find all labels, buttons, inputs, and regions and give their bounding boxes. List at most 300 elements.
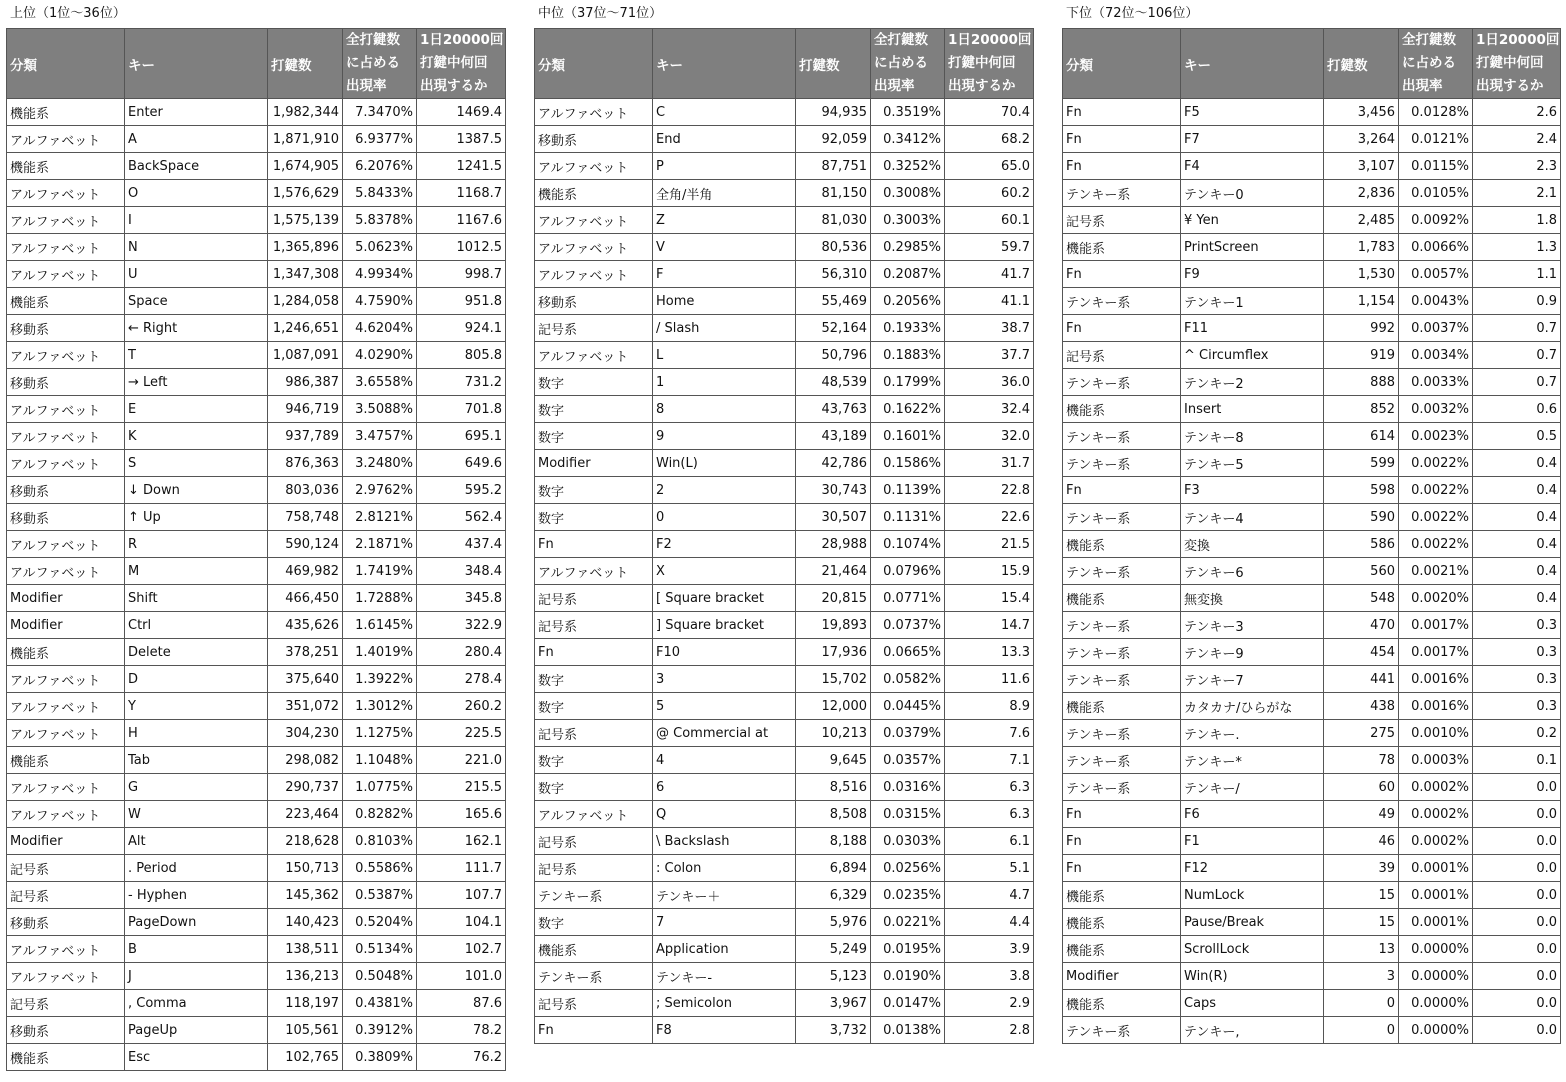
cell-ratio: 0.0033% — [1399, 369, 1473, 396]
header-ratio-line3: 出現率 — [874, 78, 915, 94]
cell-key: F3 — [1181, 477, 1324, 504]
cell-count: 56,310 — [796, 261, 871, 288]
cell-key: P — [653, 153, 796, 180]
cell-category: テンキー系 — [1063, 558, 1181, 585]
cell-count: 441 — [1324, 666, 1399, 693]
table-row — [1063, 558, 1561, 585]
cell-ratio: 0.1622% — [871, 396, 945, 423]
cell-key: U — [125, 261, 268, 288]
cell-count: 1,246,651 — [268, 315, 343, 342]
cell-key: テンキー1 — [1181, 288, 1324, 315]
cell-perday: 0.0 — [1473, 936, 1561, 963]
cell-perday: 111.7 — [417, 855, 506, 882]
cell-perday: 2.9 — [945, 990, 1034, 1017]
cell-key: \ Backslash — [653, 828, 796, 855]
cell-perday: 22.8 — [945, 477, 1034, 504]
cell-key: 6 — [653, 774, 796, 801]
cell-key: Win(R) — [1181, 963, 1324, 990]
table-row — [535, 288, 1034, 315]
cell-count: 19,893 — [796, 612, 871, 639]
cell-count: 223,464 — [268, 801, 343, 828]
table-row — [7, 342, 506, 369]
cell-key: テンキー* — [1181, 747, 1324, 774]
cell-ratio: 0.0022% — [1399, 477, 1473, 504]
cell-key: 1 — [653, 369, 796, 396]
cell-ratio: 1.4019% — [343, 639, 417, 666]
cell-ratio: 0.0017% — [1399, 612, 1473, 639]
cell-category: Fn — [1063, 477, 1181, 504]
cell-ratio: 0.3008% — [871, 180, 945, 207]
cell-ratio: 1.3012% — [343, 693, 417, 720]
cell-count: 1,365,896 — [268, 234, 343, 261]
cell-count: 0 — [1324, 990, 1399, 1017]
cell-key: G — [125, 774, 268, 801]
cell-category: 機能系 — [1063, 531, 1181, 558]
cell-key: B — [125, 936, 268, 963]
cell-perday: 38.7 — [945, 315, 1034, 342]
cell-ratio: 4.9934% — [343, 261, 417, 288]
cell-count: 438 — [1324, 693, 1399, 720]
cell-key: Z — [653, 207, 796, 234]
cell-perday: 562.4 — [417, 504, 506, 531]
cell-perday: 0.0 — [1473, 828, 1561, 855]
cell-count: 454 — [1324, 639, 1399, 666]
cell-category: Fn — [1063, 315, 1181, 342]
cell-category: 移動系 — [7, 369, 125, 396]
table-row — [7, 639, 506, 666]
cell-ratio: 0.0256% — [871, 855, 945, 882]
header-perday-line2: 打鍵中何回 — [420, 55, 488, 71]
cell-perday: 6.3 — [945, 801, 1034, 828]
header-ratio — [1399, 29, 1473, 99]
cell-count: 1,530 — [1324, 261, 1399, 288]
cell-key: テンキー6 — [1181, 558, 1324, 585]
cell-ratio: 4.6204% — [343, 315, 417, 342]
cell-count: 15,702 — [796, 666, 871, 693]
cell-perday: 11.6 — [945, 666, 1034, 693]
cell-perday: 78.2 — [417, 1017, 506, 1044]
cell-count: 5,976 — [796, 909, 871, 936]
cell-category: Fn — [1063, 855, 1181, 882]
cell-category: 数字 — [535, 909, 653, 936]
cell-category: テンキー系 — [1063, 720, 1181, 747]
table-row — [535, 666, 1034, 693]
cell-category: 記号系 — [535, 990, 653, 1017]
header-ratio — [343, 29, 417, 99]
cell-perday: 0.0 — [1473, 801, 1561, 828]
cell-count: 919 — [1324, 342, 1399, 369]
header-perday — [417, 29, 506, 99]
panel-title: 上位（1位～36位） — [10, 6, 126, 21]
table-row — [1063, 774, 1561, 801]
cell-category: 数字 — [535, 369, 653, 396]
cell-count: 888 — [1324, 369, 1399, 396]
cell-perday: 1.3 — [1473, 234, 1561, 261]
cell-category: 数字 — [535, 423, 653, 450]
cell-perday: 1012.5 — [417, 234, 506, 261]
table-row — [1063, 855, 1561, 882]
cell-perday: 278.4 — [417, 666, 506, 693]
cell-perday: 595.2 — [417, 477, 506, 504]
cell-count: 3,456 — [1324, 99, 1399, 126]
table-row — [535, 855, 1034, 882]
cell-key: テンキー2 — [1181, 369, 1324, 396]
cell-perday: 165.6 — [417, 801, 506, 828]
cell-category: テンキー系 — [535, 882, 653, 909]
cell-category: アルファベット — [535, 99, 653, 126]
header-row — [1063, 29, 1561, 99]
cell-ratio: 0.2087% — [871, 261, 945, 288]
cell-count: 435,626 — [268, 612, 343, 639]
cell-count: 81,030 — [796, 207, 871, 234]
table-row — [535, 558, 1034, 585]
cell-key: E — [125, 396, 268, 423]
cell-count: 3 — [1324, 963, 1399, 990]
panel-bottom — [1062, 0, 1561, 1044]
header-ratio-line1: 全打鍵数 — [346, 32, 400, 48]
cell-category: Fn — [535, 531, 653, 558]
cell-key: ] Square bracket — [653, 612, 796, 639]
cell-category: アルファベット — [535, 207, 653, 234]
header-count: 打鍵数 — [796, 29, 871, 99]
cell-category: 機能系 — [1063, 234, 1181, 261]
cell-category: テンキー系 — [1063, 774, 1181, 801]
cell-perday: 951.8 — [417, 288, 506, 315]
cell-category: 移動系 — [7, 1017, 125, 1044]
cell-category: 数字 — [535, 693, 653, 720]
cell-perday: 7.6 — [945, 720, 1034, 747]
table-row — [7, 936, 506, 963]
cell-key: 全角/半角 — [653, 180, 796, 207]
table-row — [7, 1017, 506, 1044]
table-row — [1063, 423, 1561, 450]
cell-key: F10 — [653, 639, 796, 666]
cell-category: 記号系 — [535, 720, 653, 747]
table-row — [1063, 585, 1561, 612]
cell-key: PageDown — [125, 909, 268, 936]
header-ratio-line2: に占める — [1402, 55, 1456, 71]
cell-perday: 0.9 — [1473, 288, 1561, 315]
cell-key: F6 — [1181, 801, 1324, 828]
cell-ratio: 0.0315% — [871, 801, 945, 828]
table-row — [535, 126, 1034, 153]
cell-ratio: 0.3809% — [343, 1044, 417, 1071]
cell-ratio: 0.3519% — [871, 99, 945, 126]
cell-category: Fn — [1063, 126, 1181, 153]
table-row — [7, 585, 506, 612]
cell-ratio: 3.6558% — [343, 369, 417, 396]
cell-category: テンキー系 — [1063, 450, 1181, 477]
cell-category: テンキー系 — [535, 963, 653, 990]
cell-perday: 437.4 — [417, 531, 506, 558]
cell-category: Modifier — [7, 585, 125, 612]
cell-ratio: 5.0623% — [343, 234, 417, 261]
table-row — [535, 315, 1034, 342]
cell-count: 140,423 — [268, 909, 343, 936]
table-row — [7, 450, 506, 477]
cell-perday: 162.1 — [417, 828, 506, 855]
cell-category: 記号系 — [7, 882, 125, 909]
cell-count: 946,719 — [268, 396, 343, 423]
table-row — [535, 882, 1034, 909]
cell-key: X — [653, 558, 796, 585]
cell-perday: 0.0 — [1473, 963, 1561, 990]
cell-count: 6,894 — [796, 855, 871, 882]
cell-key: F9 — [1181, 261, 1324, 288]
cell-count: 5,249 — [796, 936, 871, 963]
table-row — [1063, 477, 1561, 504]
cell-category: 移動系 — [7, 909, 125, 936]
table-row — [7, 531, 506, 558]
cell-count: 80,536 — [796, 234, 871, 261]
cell-count: 150,713 — [268, 855, 343, 882]
header-ratio-line3: 出現率 — [346, 78, 387, 94]
cell-category: 記号系 — [7, 855, 125, 882]
cell-count: 1,154 — [1324, 288, 1399, 315]
cell-ratio: 0.0022% — [1399, 450, 1473, 477]
cell-count: 1,674,905 — [268, 153, 343, 180]
cell-category: アルファベット — [7, 423, 125, 450]
cell-key: : Colon — [653, 855, 796, 882]
cell-ratio: 0.0316% — [871, 774, 945, 801]
cell-key: ScrollLock — [1181, 936, 1324, 963]
cell-perday: 107.7 — [417, 882, 506, 909]
cell-category: アルファベット — [7, 558, 125, 585]
cell-ratio: 0.0771% — [871, 585, 945, 612]
table-row — [535, 801, 1034, 828]
cell-ratio: 0.5134% — [343, 936, 417, 963]
cell-perday: 215.5 — [417, 774, 506, 801]
table-row — [7, 423, 506, 450]
cell-count: 17,936 — [796, 639, 871, 666]
cell-perday: 21.5 — [945, 531, 1034, 558]
cell-ratio: 0.0021% — [1399, 558, 1473, 585]
panel-title: 下位（72位～106位） — [1066, 6, 1199, 21]
cell-count: 469,982 — [268, 558, 343, 585]
cell-count: 1,576,629 — [268, 180, 343, 207]
cell-perday: 3.8 — [945, 963, 1034, 990]
cell-ratio: 0.3252% — [871, 153, 945, 180]
cell-perday: 0.7 — [1473, 315, 1561, 342]
cell-key: ← Right — [125, 315, 268, 342]
key-table — [1062, 28, 1561, 1044]
cell-perday: 36.0 — [945, 369, 1034, 396]
table-row — [535, 720, 1034, 747]
cell-ratio: 0.0092% — [1399, 207, 1473, 234]
table-row — [7, 477, 506, 504]
table-row — [535, 234, 1034, 261]
cell-key: A — [125, 126, 268, 153]
table-row — [535, 828, 1034, 855]
cell-count: 560 — [1324, 558, 1399, 585]
cell-count: 1,347,308 — [268, 261, 343, 288]
cell-perday: 1168.7 — [417, 180, 506, 207]
table-row — [535, 369, 1034, 396]
cell-ratio: 0.0445% — [871, 693, 945, 720]
cell-count: 298,082 — [268, 747, 343, 774]
cell-count: 50,796 — [796, 342, 871, 369]
cell-perday: 59.7 — [945, 234, 1034, 261]
cell-category: 機能系 — [535, 180, 653, 207]
cell-ratio: 0.4381% — [343, 990, 417, 1017]
cell-category: Fn — [1063, 99, 1181, 126]
cell-key: ; Semicolon — [653, 990, 796, 1017]
cell-category: 記号系 — [535, 612, 653, 639]
table-row — [535, 693, 1034, 720]
cell-count: 8,188 — [796, 828, 871, 855]
table-row — [535, 261, 1034, 288]
cell-key: Alt — [125, 828, 268, 855]
cell-category: 数字 — [535, 477, 653, 504]
cell-ratio: 0.0017% — [1399, 639, 1473, 666]
table-row — [1063, 396, 1561, 423]
header-perday — [1473, 29, 1561, 99]
cell-ratio: 1.1275% — [343, 720, 417, 747]
cell-key: F8 — [653, 1017, 796, 1044]
cell-ratio: 0.0303% — [871, 828, 945, 855]
cell-count: 599 — [1324, 450, 1399, 477]
cell-count: 6,329 — [796, 882, 871, 909]
cell-ratio: 0.0737% — [871, 612, 945, 639]
cell-count: 12,000 — [796, 693, 871, 720]
cell-key: テンキー5 — [1181, 450, 1324, 477]
cell-ratio: 6.2076% — [343, 153, 417, 180]
panel-title: 中位（37位～71位） — [538, 6, 663, 21]
cell-category: 移動系 — [7, 477, 125, 504]
cell-key: Q — [653, 801, 796, 828]
cell-perday: 14.7 — [945, 612, 1034, 639]
cell-count: 60 — [1324, 774, 1399, 801]
cell-perday: 15.9 — [945, 558, 1034, 585]
cell-key: Insert — [1181, 396, 1324, 423]
table-row — [535, 396, 1034, 423]
cell-perday: 0.0 — [1473, 909, 1561, 936]
cell-category: アルファベット — [7, 693, 125, 720]
cell-perday: 6.3 — [945, 774, 1034, 801]
table-row — [7, 396, 506, 423]
header-key: キー — [1181, 29, 1324, 99]
cell-count: 275 — [1324, 720, 1399, 747]
cell-count: 81,150 — [796, 180, 871, 207]
cell-count: 548 — [1324, 585, 1399, 612]
cell-perday: 225.5 — [417, 720, 506, 747]
cell-category: 記号系 — [535, 828, 653, 855]
cell-perday: 1469.4 — [417, 99, 506, 126]
header-ratio — [871, 29, 945, 99]
cell-key: I — [125, 207, 268, 234]
cell-category: アルファベット — [7, 207, 125, 234]
cell-key: 無変換 — [1181, 585, 1324, 612]
table-row — [535, 990, 1034, 1017]
cell-ratio: 0.0000% — [1399, 990, 1473, 1017]
cell-key: D — [125, 666, 268, 693]
cell-category: アルファベット — [7, 342, 125, 369]
cell-key: L — [653, 342, 796, 369]
cell-perday: 60.2 — [945, 180, 1034, 207]
cell-count: 136,213 — [268, 963, 343, 990]
cell-category: アルファベット — [7, 801, 125, 828]
cell-count: 1,284,058 — [268, 288, 343, 315]
cell-perday: 348.4 — [417, 558, 506, 585]
cell-category: 機能系 — [7, 1044, 125, 1071]
header-ratio-line2: に占める — [346, 55, 400, 71]
table-row — [1063, 882, 1561, 909]
cell-ratio: 2.8121% — [343, 504, 417, 531]
cell-category: テンキー系 — [1063, 504, 1181, 531]
header-perday-line3: 出現するか — [948, 78, 1016, 94]
cell-key: テンキー7 — [1181, 666, 1324, 693]
cell-category: アルファベット — [535, 558, 653, 585]
cell-perday: 924.1 — [417, 315, 506, 342]
cell-perday: 60.1 — [945, 207, 1034, 234]
table-row — [535, 207, 1034, 234]
cell-key: V — [653, 234, 796, 261]
cell-ratio: 1.0775% — [343, 774, 417, 801]
cell-count: 1,087,091 — [268, 342, 343, 369]
cell-perday: 0.4 — [1473, 504, 1561, 531]
cell-category: 数字 — [535, 747, 653, 774]
cell-perday: 0.4 — [1473, 477, 1561, 504]
table-row — [7, 801, 506, 828]
cell-ratio: 0.1601% — [871, 423, 945, 450]
table-row — [1063, 315, 1561, 342]
table-row — [7, 882, 506, 909]
table-row — [7, 126, 506, 153]
cell-count: 10,213 — [796, 720, 871, 747]
cell-category: 機能系 — [1063, 909, 1181, 936]
cell-category: 数字 — [535, 504, 653, 531]
cell-perday: 0.7 — [1473, 369, 1561, 396]
table-row — [7, 720, 506, 747]
table-row — [1063, 126, 1561, 153]
cell-perday: 65.0 — [945, 153, 1034, 180]
cell-ratio: 0.0582% — [871, 666, 945, 693]
cell-count: 351,072 — [268, 693, 343, 720]
cell-category: 移動系 — [7, 315, 125, 342]
cell-perday: 0.2 — [1473, 720, 1561, 747]
cell-perday: 6.1 — [945, 828, 1034, 855]
cell-perday: 0.4 — [1473, 558, 1561, 585]
cell-key: R — [125, 531, 268, 558]
cell-category: Modifier — [7, 612, 125, 639]
cell-ratio: 0.1139% — [871, 477, 945, 504]
cell-ratio: 0.0665% — [871, 639, 945, 666]
cell-ratio: 6.9377% — [343, 126, 417, 153]
cell-key: Esc — [125, 1044, 268, 1071]
cell-ratio: 0.0043% — [1399, 288, 1473, 315]
table-row — [1063, 342, 1561, 369]
cell-ratio: 3.5088% — [343, 396, 417, 423]
cell-key: Home — [653, 288, 796, 315]
cell-count: 105,561 — [268, 1017, 343, 1044]
cell-count: 21,464 — [796, 558, 871, 585]
table-row — [7, 855, 506, 882]
table-row — [1063, 153, 1561, 180]
cell-category: テンキー系 — [1063, 666, 1181, 693]
cell-count: 138,511 — [268, 936, 343, 963]
cell-count: 378,251 — [268, 639, 343, 666]
table-row — [1063, 747, 1561, 774]
cell-count: 2,836 — [1324, 180, 1399, 207]
cell-ratio: 0.0037% — [1399, 315, 1473, 342]
cell-key: W — [125, 801, 268, 828]
cell-key: テンキー9 — [1181, 639, 1324, 666]
cell-key: J — [125, 963, 268, 990]
cell-perday: 0.4 — [1473, 585, 1561, 612]
cell-perday: 32.4 — [945, 396, 1034, 423]
table-row — [1063, 666, 1561, 693]
cell-count: 30,507 — [796, 504, 871, 531]
